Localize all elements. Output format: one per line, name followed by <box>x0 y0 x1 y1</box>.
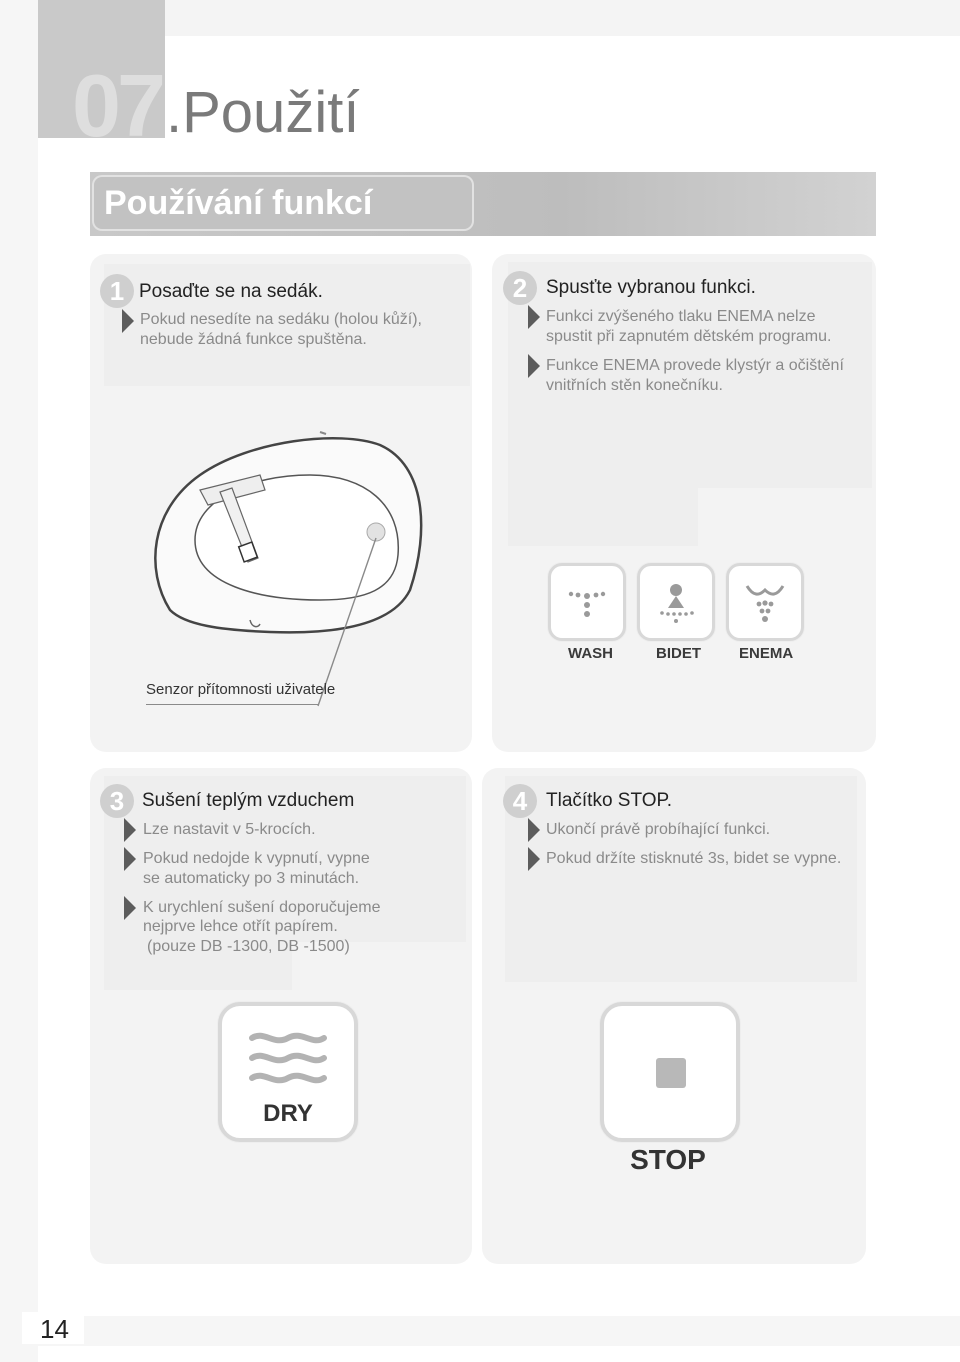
step-3-badge: 3 <box>100 784 134 818</box>
stop-button[interactable] <box>600 1002 740 1142</box>
step-2-badge: 2 <box>503 271 537 305</box>
bullet-arrow-icon <box>124 896 136 920</box>
wash-spray-icon <box>551 566 623 638</box>
step-4-bullet: Ukončí právě probíhající funkci. <box>546 821 771 838</box>
step-2-bullet: Funkce ENEMA provede klystýr a očištění <box>546 357 844 374</box>
bullet-arrow-icon <box>528 847 540 871</box>
step-3-bullet: se automaticky po 3 minutách. <box>143 870 360 887</box>
step-4-title: Tlačítko STOP. <box>546 790 673 811</box>
sensor-label: Senzor přítomnosti uživatele <box>146 681 336 698</box>
section-title: Používání funkcí <box>104 184 373 222</box>
enema-label: ENEMA <box>739 645 794 662</box>
bullet-arrow-icon <box>528 818 540 842</box>
bidet-spray-icon <box>640 566 712 638</box>
step-2-bullet: vnitřních stěn konečníku. <box>546 377 723 394</box>
step-3-bullet: Pokud nedojde k vypnutí, vypne <box>143 850 370 867</box>
stop-square-icon <box>656 1058 686 1088</box>
chapter-header-band <box>165 0 960 36</box>
wash-label: WASH <box>568 645 613 662</box>
step-1-badge: 1 <box>100 274 134 308</box>
step-3-bullet: (pouze DB -1300, DB -1500) <box>147 938 350 955</box>
step-4-bullet: Pokud držíte stisknuté 3s, bidet se vypne. <box>546 850 842 867</box>
step-3-title: Sušení teplým vzduchem <box>142 790 355 811</box>
step-2-text-box-ext <box>508 488 698 546</box>
step-2-bullet: Funkci zvýšeného tlaku ENEMA nelze <box>546 308 816 325</box>
step-3-bullet: K urychlení sušení doporučujeme <box>143 899 381 916</box>
sensor-underline <box>146 704 318 705</box>
bidet-button[interactable] <box>637 563 715 641</box>
step-2-bullet: spustit při zapnutém dětském programu. <box>546 328 832 345</box>
bullet-arrow-icon <box>528 354 540 378</box>
dry-label: DRY <box>263 1100 313 1127</box>
chapter-number: 07 <box>72 56 162 155</box>
enema-spray-icon <box>729 566 801 638</box>
step-1-bullet: nebude žádná funkce spuštěna. <box>140 331 367 348</box>
bullet-arrow-icon <box>124 847 136 871</box>
bullet-arrow-icon <box>124 818 136 842</box>
step-3-bullet: Lze nastavit v 5-krocích. <box>143 821 316 838</box>
bullet-arrow-icon <box>528 305 540 329</box>
wash-button[interactable] <box>548 563 626 641</box>
step-1-bullet: Pokud nesedíte na sedáku (holou kůží), <box>140 311 422 328</box>
footer-band <box>0 1316 960 1346</box>
bullet-arrow-icon <box>122 309 134 333</box>
stop-label: STOP <box>630 1144 706 1175</box>
bidet-label: BIDET <box>656 645 701 662</box>
step-4-badge: 4 <box>503 784 537 818</box>
step-3-bullet: nejprve lehce otřít papírem. <box>143 918 338 935</box>
dry-button[interactable] <box>218 1002 358 1142</box>
enema-button[interactable] <box>726 563 804 641</box>
seat-illustration <box>140 420 440 710</box>
step-2-title: Spusťte vybranou funkci. <box>546 277 756 298</box>
step-1-title: Posaďte se na sedák. <box>139 281 323 302</box>
footer-left-band <box>0 0 38 1362</box>
page-number: 14 <box>40 1314 69 1344</box>
chapter-title: .Použití <box>166 80 360 145</box>
